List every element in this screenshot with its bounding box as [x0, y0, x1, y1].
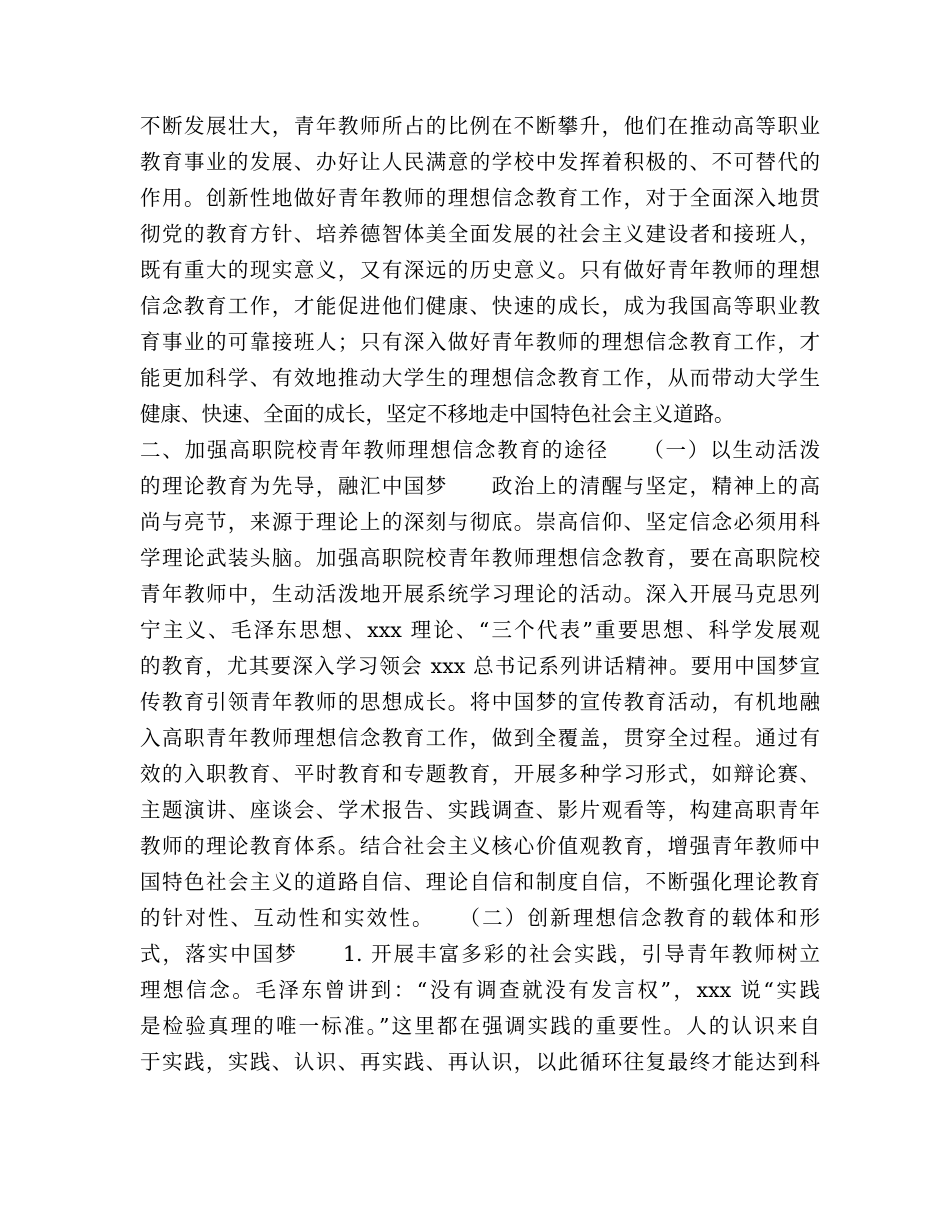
- text-line: 不断发展壮大，青年教师所占的比例在不断攀升，他们在推动高等职业: [140, 114, 820, 138]
- text-line: 育事业的可靠接班人；只有深入做好青年教师的理想信念教育工作，才: [140, 330, 820, 354]
- text-line: 效的入职教育、平时教育和专题教育，开展多种学习形式，如辩论赛、: [140, 762, 820, 786]
- text-line: 的理论教育为先导，融汇中国梦 政治上的清醒与坚定，精神上的高: [140, 474, 820, 498]
- text-line: 是检验真理的唯一标准。”这里都在强调实践的重要性。人的认识来自: [140, 1014, 820, 1038]
- text-line: 青年教师中，生动活泼地开展系统学习理论的活动。深入开展马克思列: [140, 582, 820, 606]
- text-line: 入高职青年教师理想信念教育工作，做到全覆盖，贯穿全过程。通过有: [140, 726, 820, 750]
- text-line: 的教育，尤其要深入学习领会 xxx 总书记系列讲话精神。要用中国梦宣: [140, 654, 820, 678]
- text-line: 二、加强高职院校青年教师理想信念教育的途径 （一）以生动活泼: [140, 438, 820, 462]
- text-line: 传教育引领青年教师的思想成长。将中国梦的宣传教育活动，有机地融: [140, 690, 820, 714]
- text-line: 教育事业的发展、办好让人民满意的学校中发挥着积极的、不可替代的: [140, 150, 820, 174]
- text-line: 理想信念。毛泽东曾讲到：“没有调查就没有发言权”，xxx 说“实践: [140, 978, 820, 1002]
- text-line: 教师的理论教育体系。结合社会主义核心价值观教育，增强青年教师中: [140, 834, 820, 858]
- text-line: 尚与亮节，来源于理论上的深刻与彻底。崇高信仰、坚定信念必须用科: [140, 510, 820, 534]
- text-line: 彻党的教育方针、培养德智体美全面发展的社会主义建设者和接班人，: [140, 222, 820, 246]
- text-line: 式，落实中国梦 1. 开展丰富多彩的社会实践，引导青年教师树立: [140, 942, 820, 966]
- text-line: 信念教育工作，才能促进他们健康、快速的成长，成为我国高等职业教: [140, 294, 820, 318]
- text-line: 学理论武装头脑。加强高职院校青年教师理想信念教育，要在高职院校: [140, 546, 820, 570]
- text-line: 能更加科学、有效地推动大学生的理想信念教育工作，从而带动大学生: [140, 366, 820, 390]
- text-line: 主题演讲、座谈会、学术报告、实践调查、影片观看等，构建高职青年: [140, 798, 820, 822]
- text-line: 国特色社会主义的道路自信、理论自信和制度自信，不断强化理论教育: [140, 870, 820, 894]
- text-line: 既有重大的现实意义，又有深远的历史意义。只有做好青年教师的理想: [140, 258, 820, 282]
- text-line: 于实践，实践、认识、再实践、再认识，以此循环往复最终才能达到科: [140, 1050, 820, 1074]
- body-text: [140, 108, 820, 1080]
- text-line: 健康、快速、全面的成长，坚定不移地走中国特色社会主义道路。: [140, 402, 735, 426]
- text-line: 作用。创新性地做好青年教师的理想信念教育工作，对于全面深入地贯: [140, 186, 820, 210]
- text-line: 的针对性、互动性和实效性。 （二）创新理想信念教育的载体和形: [140, 906, 820, 930]
- text-line: 宁主义、毛泽东思想、xxx 理论、“三个代表”重要思想、科学发展观: [140, 618, 820, 642]
